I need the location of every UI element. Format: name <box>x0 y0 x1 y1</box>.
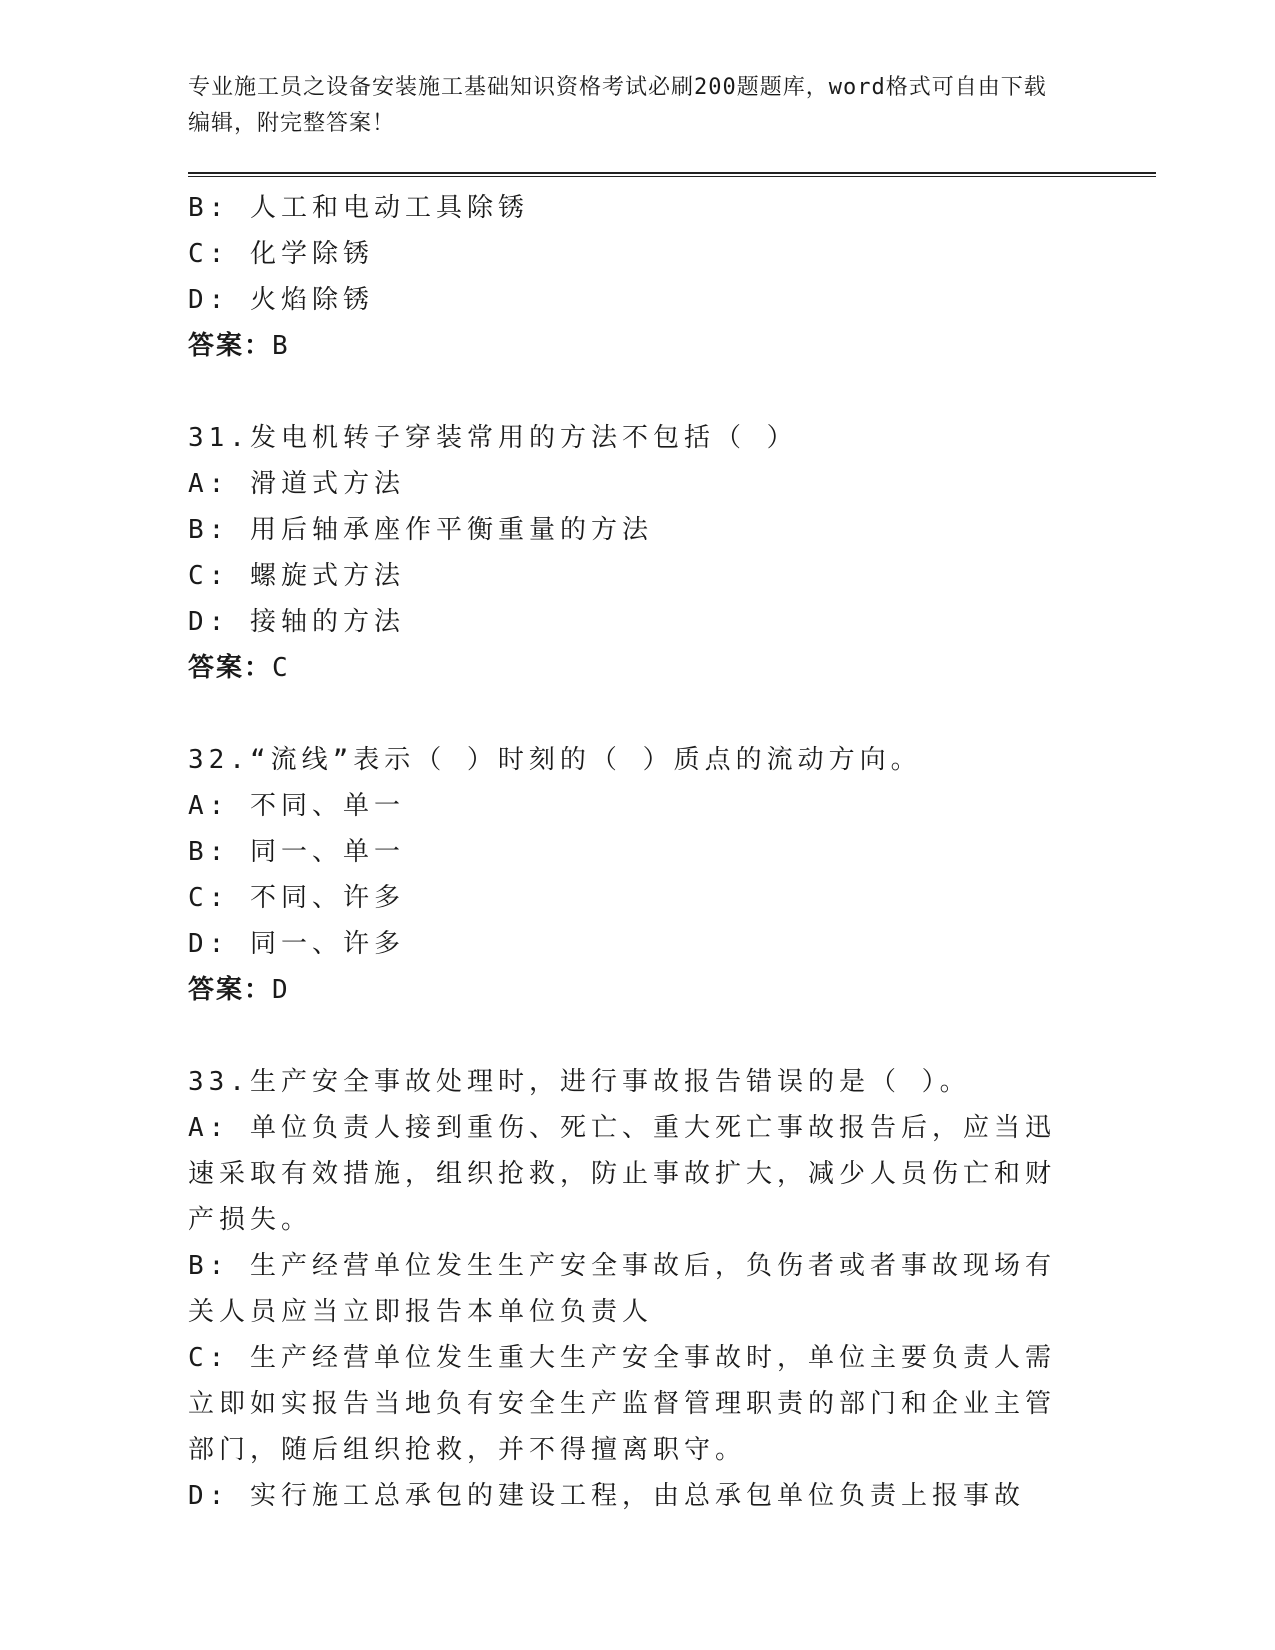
option-b: B: 同一、单一 <box>188 837 405 867</box>
option-c: C: 化学除锈 <box>188 239 374 269</box>
option-c: C: 不同、许多 <box>188 883 405 913</box>
question-33 <box>188 1059 1148 1519</box>
question-text: 32.“流线”表示（ ）时刻的（ ）质点的流动方向。 <box>188 745 922 775</box>
answer-line <box>188 645 1148 691</box>
option-a: A: 单位负责人接到重伤、死亡、重大死亡事故报告后，应当迅速采取有效措施，组织抢救，防止事故扩大，减少人员伤亡和财产损失。 <box>188 1113 1057 1235</box>
question-31 <box>188 415 1148 691</box>
answer-label: 答案： <box>188 331 273 361</box>
option-d: D: 同一、许多 <box>188 929 405 959</box>
question-list <box>188 185 1148 1519</box>
question-text: 31.发电机转子穿装常用的方法不包括（ ） <box>188 423 798 453</box>
page-header: 专业施工员之设备安装施工基础知识资格考试必刷200题题库，word格式可自由下载编辑，附完整答案！ <box>188 75 1047 136</box>
answer-value: B <box>272 331 290 361</box>
question-text: 33.生产安全事故处理时，进行事故报告错误的是（ ）。 <box>188 1067 971 1097</box>
option-d: D: 实行施工总承包的建设工程，由总承包单位负责上报事故 <box>188 1481 1025 1511</box>
answer-label: 答案： <box>188 653 273 683</box>
question-32 <box>188 737 1148 1013</box>
option-a: A: 不同、单一 <box>188 791 405 821</box>
option-b: B: 生产经营单位发生生产安全事故后，负伤者或者事故现场有关人员应当立即报告本单位负责人 <box>188 1251 1056 1327</box>
option-c: C: 生产经营单位发生重大生产安全事故时，单位主要负责人需立即如实报告当地负有安全生产监督管理职责的部门和企业主管部门，随后组织抢救，并不得擅离职守。 <box>188 1343 1057 1465</box>
option-a: A: 滑道式方法 <box>188 469 405 499</box>
header-divider <box>188 172 1156 177</box>
answer-line <box>188 967 1148 1013</box>
answer-value: D <box>272 975 290 1005</box>
answer-label: 答案： <box>188 975 273 1005</box>
option-b: B: 人工和电动工具除锈 <box>188 193 529 223</box>
answer-value: C <box>272 653 290 683</box>
answer-line <box>188 323 1148 369</box>
document-page <box>188 70 1148 1519</box>
option-d: D: 接轴的方法 <box>188 607 405 637</box>
question-30 <box>188 185 1148 369</box>
option-d: D: 火焰除锈 <box>188 285 374 315</box>
option-b: B: 用后轴承座作平衡重量的方法 <box>188 515 653 545</box>
option-c: C: 螺旋式方法 <box>188 561 405 591</box>
